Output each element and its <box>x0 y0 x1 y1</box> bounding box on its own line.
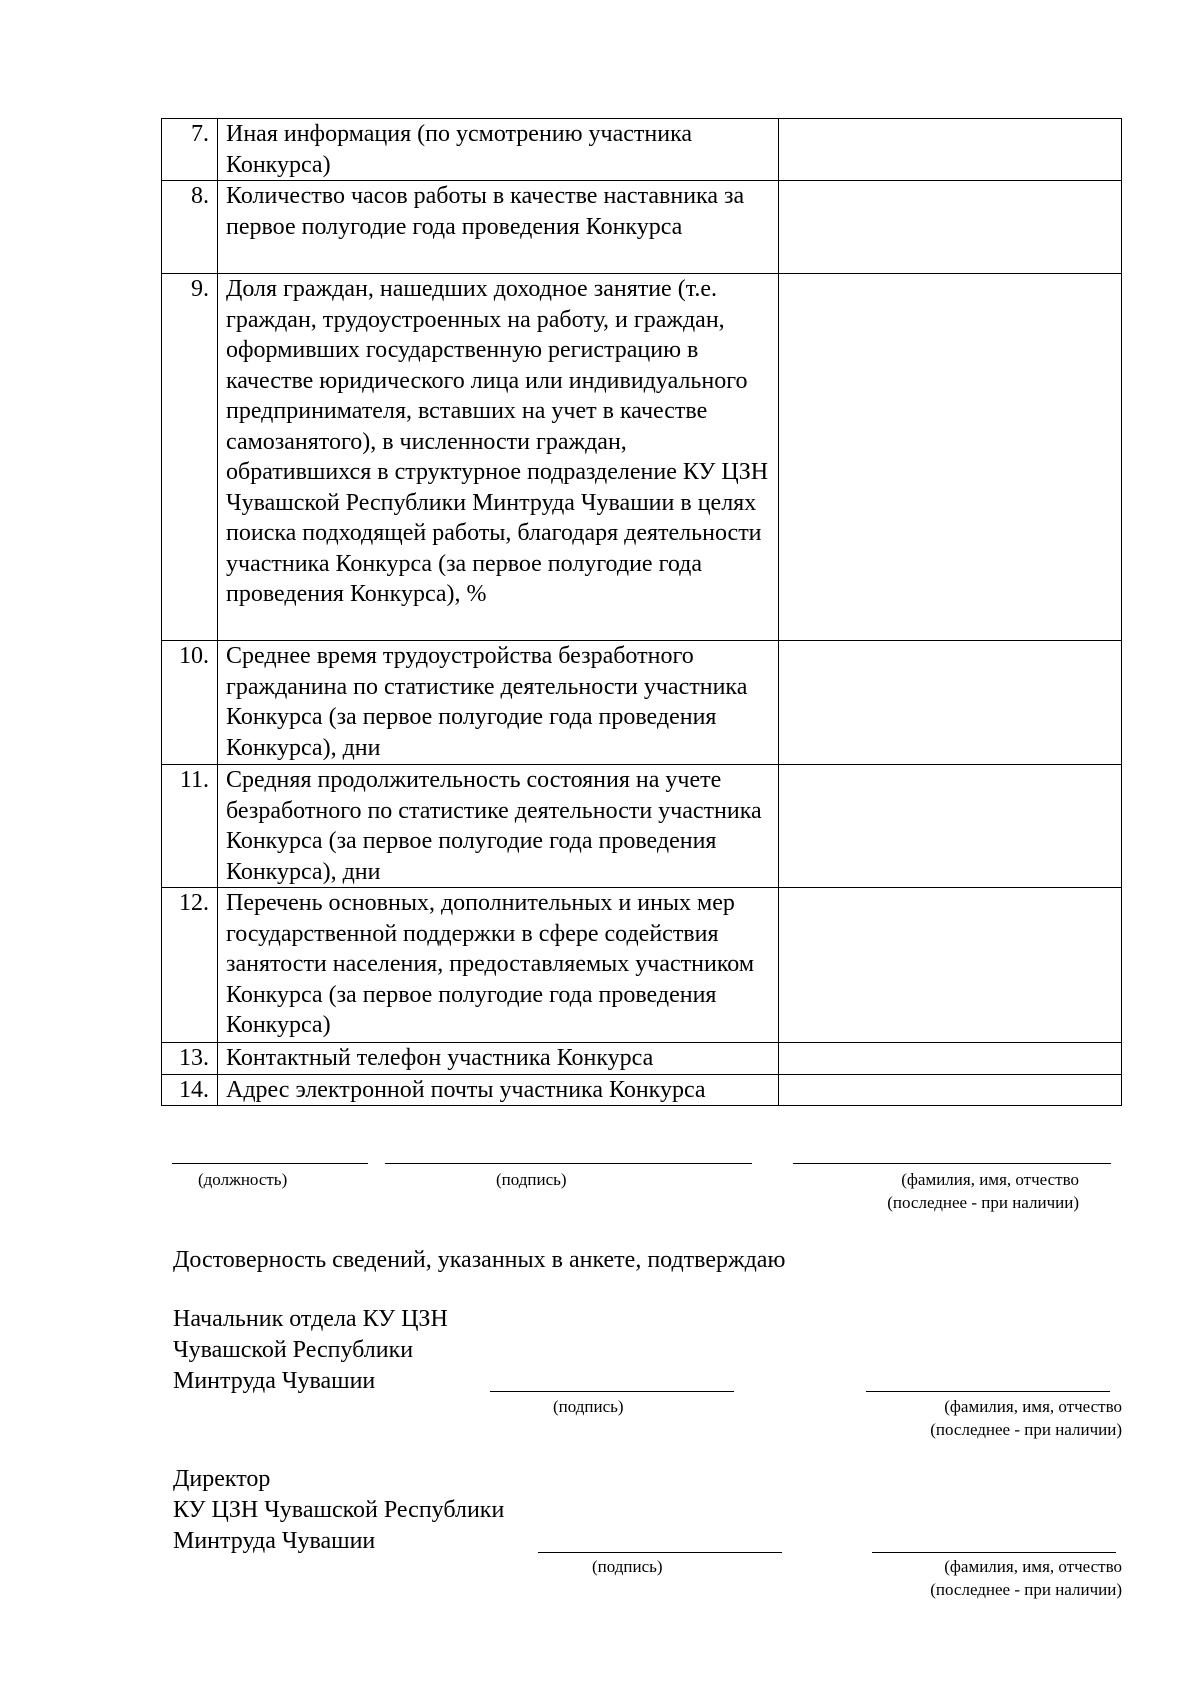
row-number: 10. <box>162 641 218 765</box>
position-signature-line[interactable] <box>172 1163 368 1164</box>
row-number: 12. <box>162 888 218 1043</box>
department-head-title-line3: Минтруда Чувашии <box>173 1368 376 1394</box>
department-head-name-caption-line2: (последнее - при наличии) <box>930 1420 1122 1439</box>
row-number: 11. <box>162 765 218 888</box>
row-description: Среднее время трудоустройства безработного гражданина по статистике деятельности участника Конкурса (за первое полугодие года проведения Конкурса), дни <box>218 641 779 765</box>
name-caption-line2: (последнее - при наличии) <box>887 1193 1079 1212</box>
row-value-cell[interactable] <box>779 765 1122 888</box>
table-row <box>162 888 1122 1043</box>
row-value-cell[interactable] <box>779 1074 1122 1106</box>
department-head-title-line2: Чувашской Республики <box>173 1337 414 1363</box>
table-row <box>162 1074 1122 1106</box>
position-caption: (должность) <box>198 1170 288 1189</box>
row-value-cell[interactable] <box>779 1043 1122 1075</box>
signature-caption: (подпись) <box>496 1170 567 1189</box>
department-head-name-line[interactable] <box>866 1391 1110 1392</box>
table-row <box>162 274 1122 641</box>
row-value-cell[interactable] <box>779 274 1122 641</box>
department-head-title-line1: Начальник отдела КУ ЦЗН <box>173 1306 448 1332</box>
department-head-name-caption-line1: (фамилия, имя, отчество <box>944 1397 1122 1416</box>
row-description: Количество часов работы в качестве наставника за первое полугодие года проведения Конкурса <box>218 181 779 274</box>
director-name-caption-line2: (последнее - при наличии) <box>930 1580 1122 1599</box>
questionnaire-table <box>161 118 1122 1106</box>
row-number: 13. <box>162 1043 218 1075</box>
row-value-cell[interactable] <box>779 119 1122 181</box>
director-title-line3: Минтруда Чувашии <box>173 1528 376 1554</box>
director-title-line2: КУ ЦЗН Чувашской Республики <box>173 1497 505 1523</box>
table-row <box>162 765 1122 888</box>
table-row <box>162 641 1122 765</box>
director-name-line[interactable] <box>872 1552 1116 1553</box>
table-row <box>162 119 1122 181</box>
department-head-signature-line[interactable] <box>490 1391 734 1392</box>
name-signature-line[interactable] <box>793 1163 1111 1164</box>
row-description: Перечень основных, дополнительных и иных мер государственной поддержки в сфере содействия занятости населения, предоставляемых участником Конкурса (за первое полугодие года проведения Конкурса) <box>218 888 779 1043</box>
director-signature-line[interactable] <box>538 1552 782 1553</box>
department-head-signature-caption: (подпись) <box>553 1397 624 1416</box>
director-title-line1: Директор <box>173 1466 271 1492</box>
director-name-caption-line1: (фамилия, имя, отчество <box>944 1557 1122 1576</box>
row-number: 9. <box>162 274 218 641</box>
row-value-cell[interactable] <box>779 641 1122 765</box>
row-description: Адрес электронной почты участника Конкурса <box>218 1074 779 1106</box>
director-signature-caption: (подпись) <box>592 1557 663 1576</box>
row-value-cell[interactable] <box>779 888 1122 1043</box>
row-number: 14. <box>162 1074 218 1106</box>
table-row <box>162 1043 1122 1075</box>
row-value-cell[interactable] <box>779 181 1122 274</box>
table-row <box>162 181 1122 274</box>
row-description: Средняя продолжительность состояния на учете безработного по статистике деятельности участника Конкурса (за первое полугодие года проведения Конкурса), дни <box>218 765 779 888</box>
row-number: 8. <box>162 181 218 274</box>
row-description: Иная информация (по усмотрению участника Конкурса) <box>218 119 779 181</box>
row-number: 7. <box>162 119 218 181</box>
row-description: Контактный телефон участника Конкурса <box>218 1043 779 1075</box>
name-caption-line1: (фамилия, имя, отчество <box>901 1170 1079 1189</box>
signature-line[interactable] <box>385 1163 752 1164</box>
row-description: Доля граждан, нашедших доходное занятие (т.е. граждан, трудоустроенных на работу, и граждан, оформивших государственную регистрацию в качестве юридического лица или индивидуального предпринимателя, вставших на учет в качестве самозанятого), в численности граждан, обратившихся в структурное подразделение КУ ЦЗН Чувашской Республики Минтруда Чувашии в целях поиска подходящей работы, благодаря деятельности участника Конкурса (за первое полугодие года проведения Конкурса), % <box>218 274 779 641</box>
confirmation-text: Достоверность сведений, указанных в анкете, подтверждаю <box>173 1247 786 1273</box>
